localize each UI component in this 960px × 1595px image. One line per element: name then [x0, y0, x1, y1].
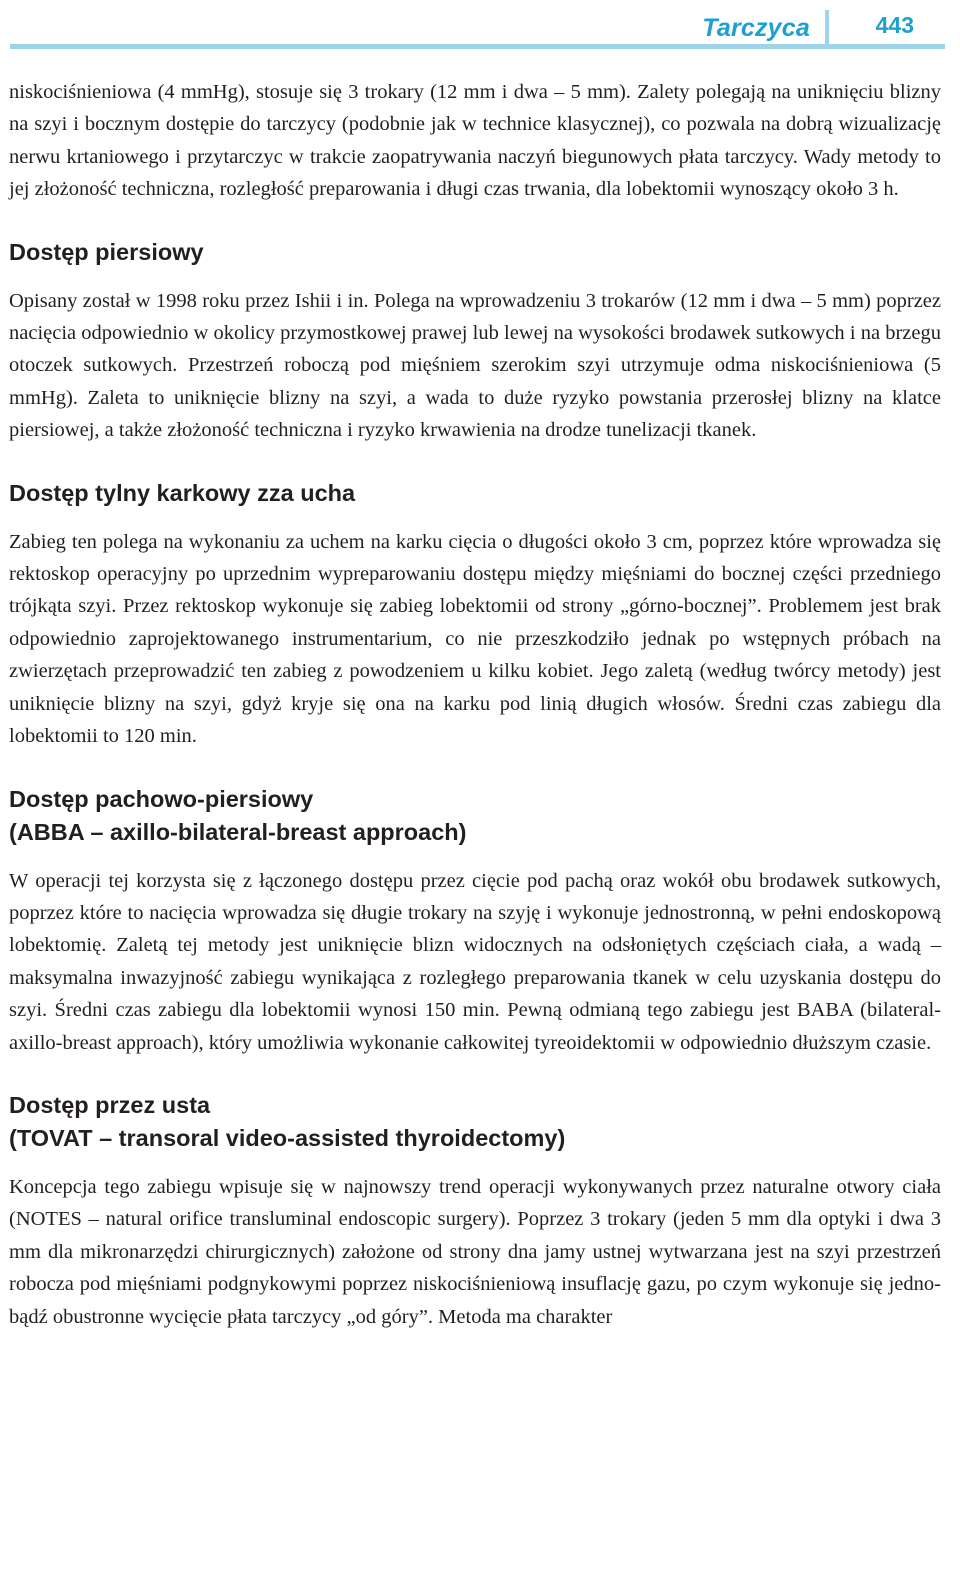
section-heading-text: Dostęp pachowo-piersiowy [9, 785, 314, 812]
section-heading-subtitle: (ABBA – axillo-bilateral-breast approach) [9, 818, 467, 845]
header-rule [10, 44, 945, 49]
page-header [0, 0, 960, 50]
page-content [9, 76, 941, 1333]
section-heading-piersiowy [9, 236, 941, 269]
section-heading-przez-usta [9, 1089, 941, 1155]
intro-paragraph: niskociśnieniowa (4 mmHg), stosuje się 3 trokary (12 mm i dwa – 5 mm). Zalety polegają na uniknięciu blizny na szyi i bocznym dostępie do tarczycy (podobnie jak w technice klasycznej), co pozwala na dobrą wizualizację nerwu krtaniowego i przytarczyc w trakcie zaopatrywania naczyń biegunowych płata tarczycy. Wady metody to jej złożoność techniczna, rozległość preparowania i długi czas trwania, dla lobektomii wynoszący około 3 h. [9, 81, 941, 201]
running-header-title: Tarczyca [702, 14, 810, 42]
section-paragraph-przez-usta: Koncepcja tego zabiegu wpisuje się w najnowszy trend operacji wykonywanych przez naturalne otwory ciała (NOTES – natural orifice transluminal endoscopic surgery). Poprzez 3 trokary (jeden 5 mm dla optyki i dwa 3 mm dla mikronarzędzi chirurgicznych) założone od strony dna jamy ustnej wytwarzana jest na szyi przestrzeń robocza pod mięśniami podgnykowymi poprzez niskociśnieniową insuflację gazu, po czym wykonuje się jedno- bądź obustronne wycięcie płata tarczycy „od góry”. Metoda ma charakter [9, 1175, 941, 1328]
section-heading-pachowo-piersiowy [9, 783, 941, 849]
section-heading-tylny-karkowy [9, 477, 941, 510]
section-heading-text: Dostęp przez usta [9, 1091, 211, 1118]
section-paragraph-tylny-karkowy: Zabieg ten polega na wykonaniu za uchem na karku cięcia o długości około 3 cm, poprzez które wprowadza się rektoskop operacyjny po uprzednim wypreparowaniu dostępu między mięśniami do bocznej części przedniego trójkąta szyi. Przez rektoskop wykonuje się zabieg lobektomii od strony „górno-bocznej”. Problemem jest brak odpowiednio zaprojektowanego instrumentarium, co nie przeszkodziło jednak po wstępnych próbach na zwierzętach przeprowadzić ten zabieg z powodzeniem u kilku kobiet. Jego zaletą (według twórcy metody) jest uniknięcie blizny na szyi, gdyż kryje się ona na karku pod linią długich włosów. Średni czas zabiegu dla lobektomii to 120 min. [9, 530, 941, 748]
section-heading-subtitle: (TOVAT – transoral video-assisted thyroidectomy) [9, 1124, 566, 1151]
page-number: 443 [875, 12, 914, 38]
section-paragraph-pachowo-piersiowy: W operacji tej korzysta się z łączonego dostępu przez cięcie pod pachą oraz wokół obu brodawek sutkowych, poprzez które to nacięcia wprowadza się długie trokary na szyję i wykonuje jednostronną, w pełni endoskopową lobektomię. Zaletą tej metody jest uniknięcie blizn widocznych na odsłoniętych częściach ciała, a wadą – maksymalna inwazyjność zabiegu wynikająca z rozległego preparowania tkanek w celu uzyskania dostępu do szyi. Średni czas zabiegu dla lobektomii wynosi 150 min. Pewną odmianą tego zabiegu jest BABA (bilateral-axillo-breast approach), który umożliwia wykonanie całkowitej tyreoidektomii w odpowiednio dłuższym czasie. [9, 869, 941, 1054]
section-paragraph-piersiowy: Opisany został w 1998 roku przez Ishii i in. Polega na wprowadzeniu 3 trokarów (12 mm i dwa – 5 mm) poprzez nacięcia odpowiednio w okolicy przymostkowej prawej lub lewej na wysokości brodawek sutkowych i na brzegu otoczek sutkowych. Przestrzeń roboczą pod mięśniem szerokim szyi utrzymuje odma niskociśnieniowa (5 mmHg). Zaleta to uniknięcie blizny na szyi, a wada to duże ryzyko powstania przerosłej blizny na klatce piersiowej, a także złożoność techniczna i ryzyko krwawienia na drodze tunelizacji tkanek. [9, 289, 941, 442]
header-divider [825, 10, 829, 46]
section-heading-text: Dostęp tylny karkowy zza ucha [9, 479, 356, 506]
section-heading-text: Dostęp piersiowy [9, 238, 204, 265]
